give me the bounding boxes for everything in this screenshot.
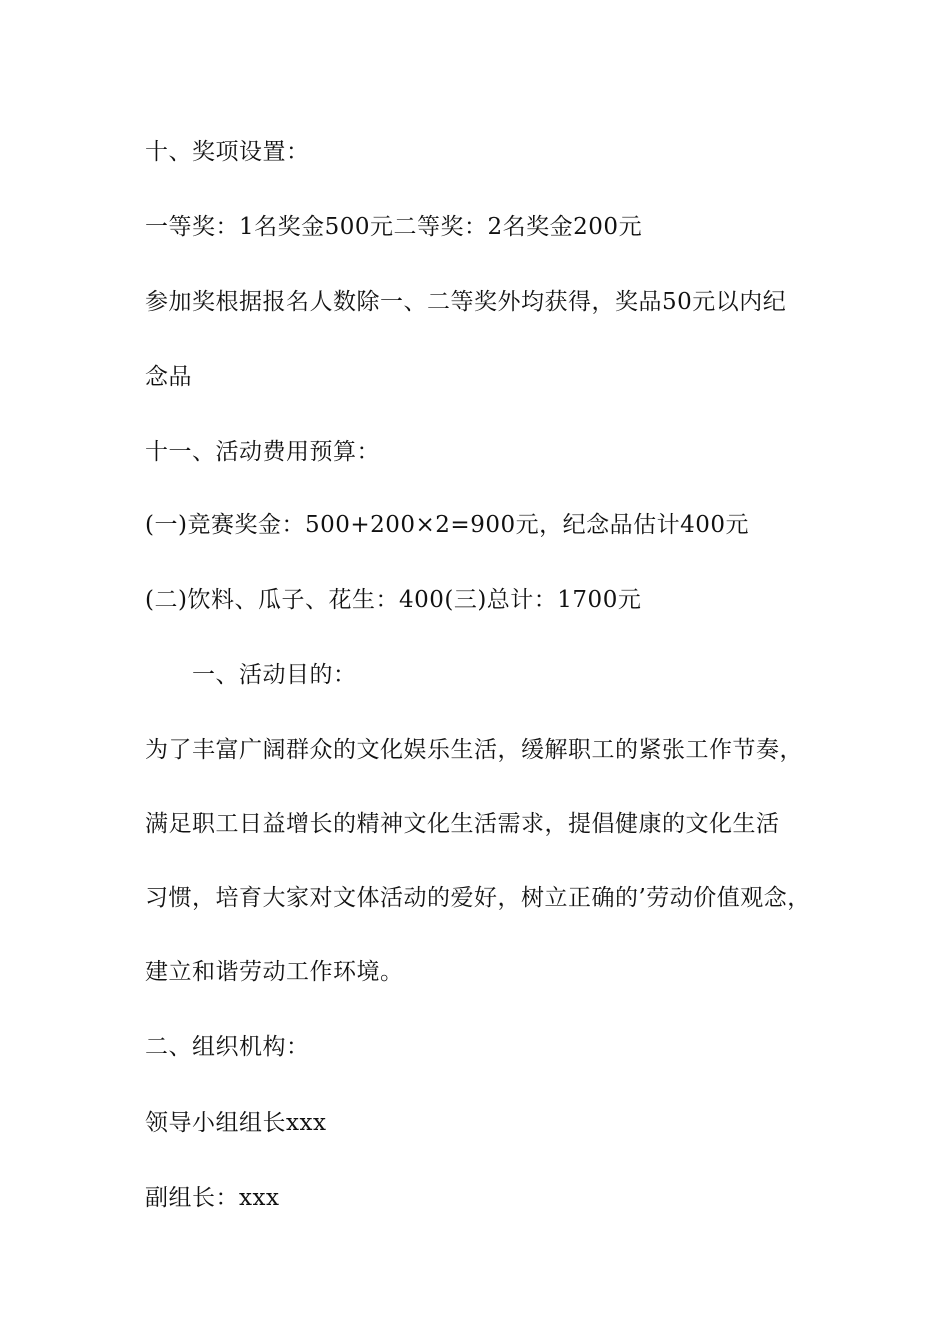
paragraph-line: (二)饮料、瓜子、花生：400(三)总计：1700元 [145,587,642,613]
paragraph-line: 参加奖根据报名人数除一、二等奖外均获得，奖品50元以内纪 [145,289,787,315]
section-heading-budget: 十一、活动费用预算： [145,439,380,465]
section-heading-organization: 二、组织机构： [145,1034,310,1060]
paragraph-line: 副组长：xxx [145,1185,280,1211]
paragraph-line: 领导小组组长xxx [145,1110,327,1136]
section-heading-purpose: 一、活动目的： [192,662,357,688]
paragraph-line: (一)竞赛奖金：500+200×2=900元，纪念品估计400元 [145,512,749,538]
paragraph-line: 一等奖：1名奖金500元二等奖：2名奖金200元 [145,214,643,240]
paragraph-line: 满足职工日益增长的精神文化生活需求，提倡健康的文化生活 [145,811,780,837]
paragraph-line: 为了丰富广阔群众的文化娱乐生活，缓解职工的紧张工作节奏， [145,737,803,763]
paragraph-line: 建立和谐劳动工作环境。 [145,959,404,985]
paragraph-line: 念品 [145,364,192,390]
section-heading-awards: 十、奖项设置： [145,139,310,165]
paragraph-line: 习惯，培育大家对文体活动的爱好，树立正确的’劳动价值观念， [145,885,811,911]
